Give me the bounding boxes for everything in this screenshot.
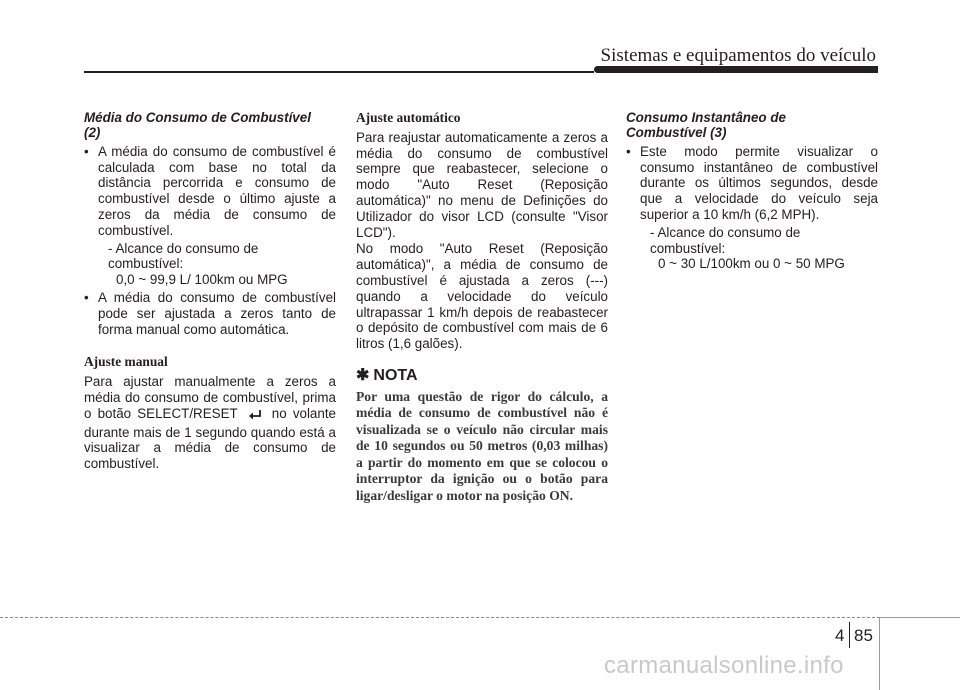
range-value: 0 ~ 30 L/100km ou 0 ~ 50 MPG [658,256,845,272]
page-number-divider [849,622,850,648]
watermark: carmanualsonline.info [604,652,844,679]
column-right [626,110,878,272]
column-left [84,110,336,472]
heading-line: Consumo Instantâneo de [626,110,786,125]
bullet-dot: • [84,143,89,159]
header-rule-tab [594,66,878,73]
range-item [626,225,878,272]
instant-consumption-heading [626,110,878,141]
range-label: - Alcance do consumo de combustível: [650,224,801,256]
bullet-text: A média do consumo de combustível é calculada com base no total da distância percorrida e consumo de combustível desde o último ajuste a zeros da média de consumo de combustível. [98,143,336,238]
heading-line: Combustível (3) [626,125,727,141]
bullet-item [626,144,878,223]
manual-reset-heading: Ajuste manual [84,354,168,370]
manual-text-start: Para ajustar manualmente a zeros a média do consumo de combustível, prima o botão SELECT/RESET [84,374,336,421]
heading-line: Média do Consumo de Combustível [84,110,311,125]
section-title: Sistemas e equipamentos do veículo [600,45,876,66]
bullet-item [84,290,336,337]
auto-reset-paragraph: No modo "Auto Reset (Reposição automática)", a média de consumo de combustível é ajustada a zeros (---) quando a velocidade do veículo ultrapassar 1 km/h depois de reabastecer o depósito de combustível com mais de 6 litros (1,6 galões). [356,241,608,352]
manual-reset-text [84,374,336,472]
range-label: - Alcance do consumo de combustível: [108,240,259,272]
bullet-dot: • [626,143,631,159]
bullet-dot: • [84,289,89,305]
note-text: Por uma questão de rigor do cálculo, a média de consumo de combustível não é visualizada se o veículo não circular mais de 10 segundos ou 50 metros (0,03 milhas) a partir do momento em que se colocou o interruptor da ignição ou o botão para ligar/desligar o motor na posição ON. [356,388,608,503]
note-star-icon: ✱ [356,366,370,384]
bullet-text: Este modo permite visualizar o consumo instantâneo de combustível durante os últimos segundos, desde que a velocidade do veículo seja superior a 10 km/h (6,2 MPH). [640,143,878,222]
footer-rule [0,617,880,618]
enter-return-icon [244,409,266,425]
range-value: 0,0 ~ 99,9 L/ 100km ou MPG [116,272,288,288]
note-heading [356,368,608,384]
chapter-number: 4 [835,626,845,645]
auto-reset-paragraph: Para reajustar automaticamente a zeros a média do consumo de combustível sempre que reabastecer, selecione o modo "Auto Reset (Reposição automática)" no menu de Definições do Utilizador do visor LCD (consulte "Visor LCD"). [356,129,608,240]
range-item [84,241,336,288]
note-label: NOTA [373,366,418,384]
page-number: 85 [854,626,873,645]
heading-line: (2) [84,125,101,141]
manual-text-end: no volante durante mais de 1 segundo quando está a visualizar a média de consumo de combustível. [84,405,336,472]
bullet-item [84,144,336,239]
page-corner-frame [879,617,960,690]
auto-reset-heading: Ajuste automático [356,110,461,125]
header-rule [84,71,594,73]
average-consumption-heading [84,110,336,141]
column-middle [356,110,608,504]
bullet-text: A média do consumo de combustível pode ser ajustada a zeros tanto de forma manual como automática. [98,289,336,337]
